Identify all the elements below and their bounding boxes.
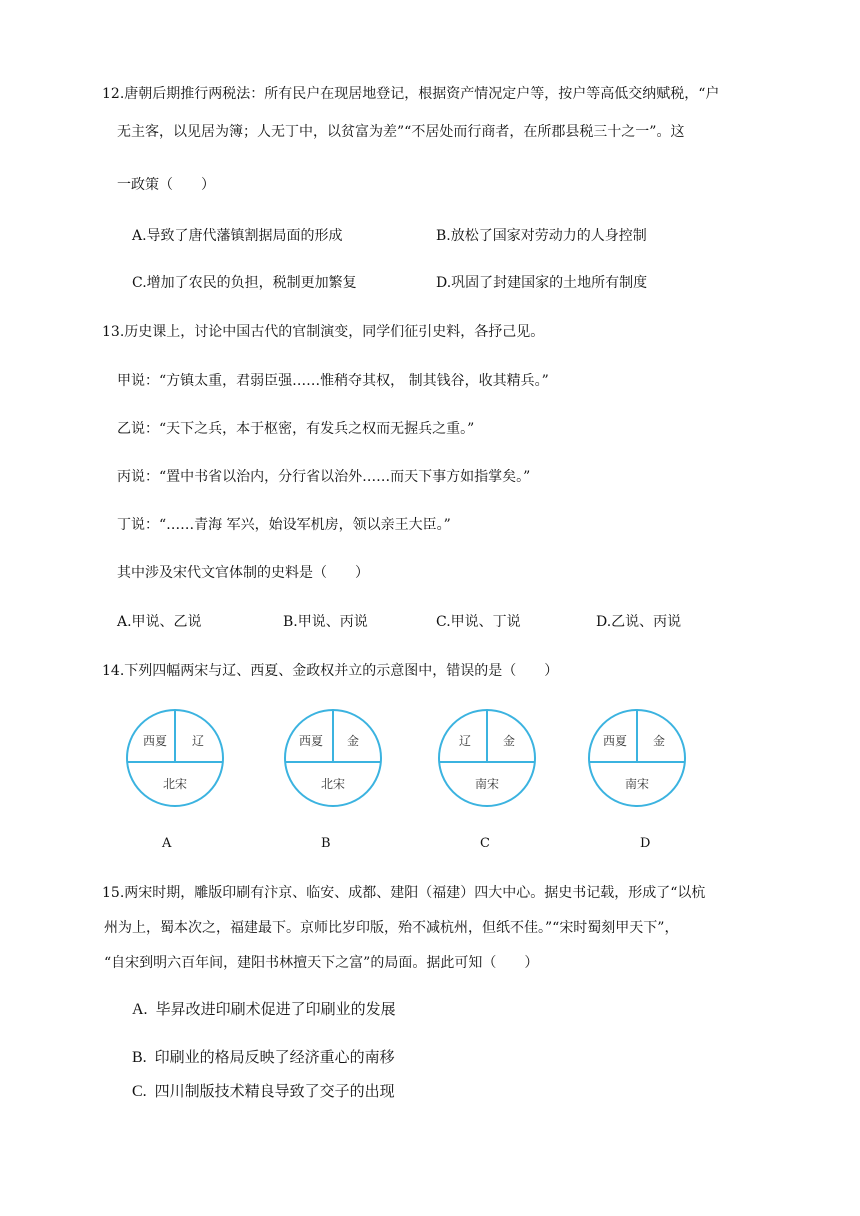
q15-option-b-letter: B. [132, 1049, 147, 1066]
diagram-d-top-left: 西夏 [602, 734, 628, 748]
q12-stem-line2: 无主客，以见居为簿；人无丁中，以贫富为差”“不居处而行商者，在所郡县税三十之一”。这 [117, 124, 685, 140]
q12-stem-line3: 一政策（ ） [117, 177, 215, 193]
diagram-d-circle [587, 708, 687, 808]
diagram-a-top-right: 辽 [191, 734, 205, 748]
diagram-d [587, 708, 687, 812]
diagram-a-label: A [162, 836, 172, 851]
q15-option-c-letter: C. [132, 1083, 147, 1100]
diagram-b-circle [283, 708, 383, 808]
q13-ding: 丁说：“……青海 军兴，始设军机房，领以亲王大臣。” [117, 517, 451, 533]
q15-option-c [132, 1080, 395, 1103]
q13-option-b: B.甲说、丙说 [283, 614, 368, 630]
diagram-b-top-right: 金 [346, 734, 360, 748]
q13-bing: 丙说：“置中书省以治内，分行省以治外……而天下事方如指掌矣。” [117, 469, 531, 485]
diagram-a-top-left: 西夏 [142, 734, 168, 748]
q13-option-d: D.乙说、丙说 [596, 614, 682, 630]
q13-stem: 13.历史课上，讨论中国古代的官制演变，同学们征引史料，各抒己见。 [102, 324, 545, 340]
diagram-c-top-right: 金 [502, 734, 516, 748]
q15-option-b [132, 1046, 395, 1069]
q14-stem: 14.下列四幅两宋与辽、西夏、金政权并立的示意图中，错误的是（ ） [102, 663, 559, 679]
diagram-b-bottom: 北宋 [320, 777, 346, 791]
q12-option-c: C.增加了农民的负担，税制更加繁复 [132, 275, 357, 291]
q15-option-b-text: 印刷业的格局反映了经济重心的南移 [154, 1048, 395, 1066]
diagram-c-top-left: 辽 [458, 734, 472, 748]
q12-option-d: D.巩固了封建国家的土地所有制度 [436, 275, 648, 291]
diagram-b-top-left: 西夏 [298, 734, 324, 748]
q15-stem-line1: 15.两宋时期，雕版印刷有汴京、临安、成都、建阳（福建）四大中心。据史书记载，形成了“以杭 [102, 885, 706, 901]
diagram-c [437, 708, 537, 812]
q13-option-c: C.甲说、丁说 [436, 614, 521, 630]
q15-option-a-letter: A. [132, 1001, 148, 1018]
diagram-d-label: D [640, 836, 651, 851]
q13-option-a: A.甲说、乙说 [117, 614, 202, 630]
q15-stem-line3: “自宋到明六百年间，建阳书林擅天下之富”的局面。据此可知（ ） [104, 955, 539, 971]
diagram-d-top-right: 金 [652, 734, 666, 748]
q13-question: 其中涉及宋代文官体制的史料是（ ） [117, 565, 369, 581]
diagram-d-bottom: 南宋 [624, 777, 650, 791]
diagram-c-label: C [480, 836, 490, 851]
q15-option-c-text: 四川制版技术精良导致了交子的出现 [154, 1082, 395, 1100]
diagram-b-label: B [321, 836, 331, 851]
diagram-a-circle [125, 708, 225, 808]
diagram-a-bottom: 北宋 [162, 777, 188, 791]
q15-stem-line2: 州为上，蜀本次之，福建最下。京师比岁印版，殆不减杭州，但纸不佳。”“宋时蜀刻甲天下”， [104, 920, 679, 936]
q13-yi: 乙说：“天下之兵，本于枢密，有发兵之权而无握兵之重。” [117, 421, 475, 437]
q15-option-a [132, 998, 396, 1021]
diagram-a [125, 708, 225, 812]
q15-option-a-text: 毕昇改进印刷术促进了印刷业的发展 [155, 1000, 396, 1018]
q12-option-a: A.导致了唐代藩镇割据局面的形成 [132, 228, 343, 244]
q13-jia: 甲说：“方镇太重，君弱臣强……惟稍夺其权， 制其钱谷，收其精兵。” [117, 373, 549, 389]
q12-option-b: B.放松了国家对劳动力的人身控制 [436, 228, 647, 244]
diagram-b [283, 708, 383, 812]
diagram-c-circle [437, 708, 537, 808]
q12-stem-line1: 12.唐朝后期推行两税法：所有民户在现居地登记，根据资产情况定户等，按户等高低交纳赋税，“户 [102, 86, 720, 102]
diagram-c-bottom: 南宋 [474, 777, 500, 791]
